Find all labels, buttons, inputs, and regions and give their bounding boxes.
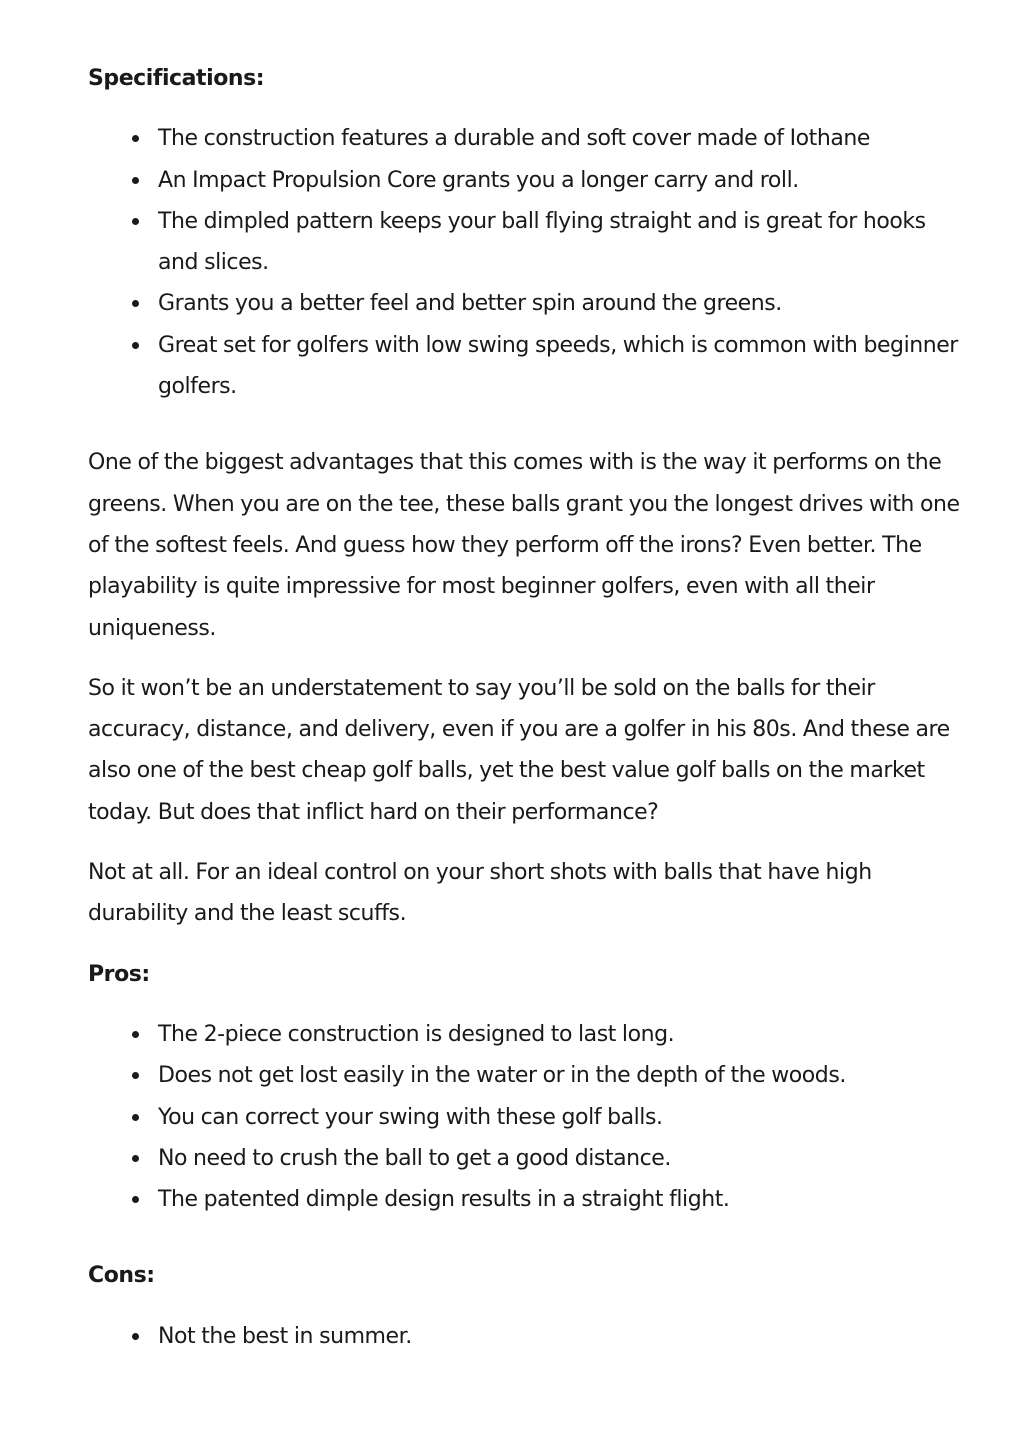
list-item [88,1097,968,1138]
list-item [88,1179,968,1220]
list-item-text: You can correct your swing with these golf balls. [158,1104,663,1130]
specifications-list [88,118,968,407]
list-item-text: Great set for golfers with low swing speeds, which is common with beginner golfers. [158,332,958,400]
list-item-text: No need to crush the ball to get a good distance. [158,1145,671,1171]
article-body [88,58,968,1357]
list-item [88,201,968,284]
list-item-text: Not the best in summer. [158,1323,412,1349]
bullet-icon [132,1333,139,1340]
cons-list [88,1316,968,1357]
bullet-icon [132,218,139,225]
body-paragraph: One of the biggest advantages that this comes with is the way it performs on the greens. When you are on the tee, these balls grant you the longest drives with one of the softest feels. And guess how they perform off the irons? Even better. The playability is quite impressive for most beginner golfers, even with all their uniqueness. [88,450,960,641]
specifications-heading: Specifications: [88,66,265,91]
pros-heading: Pros: [88,961,150,987]
bullet-icon [132,300,139,307]
bullet-icon [132,1031,139,1038]
pros-list [88,1014,968,1220]
body-paragraph: Not at all. For an ideal control on your short shots with balls that have high durability and the least scuffs. [88,860,872,927]
bullet-icon [132,1196,139,1203]
list-item [88,1138,968,1179]
list-item-text: The patented dimple design results in a straight flight. [158,1187,730,1213]
bullet-icon [132,1072,139,1079]
bullet-icon [132,177,139,184]
list-item [88,118,968,159]
list-item-text: The 2-piece construction is designed to last long. [158,1021,675,1047]
list-item [88,325,968,408]
list-item-text: The dimpled pattern keeps your ball flying straight and is great for hooks and slices. [158,208,926,276]
list-item [88,160,968,201]
list-item [88,283,968,324]
list-item [88,1014,968,1055]
body-paragraph: So it won’t be an understatement to say you’ll be sold on the balls for their accuracy, distance, and delivery, even if you are a golfer in his 80s. And these are also one of the best cheap golf balls, yet the best value golf balls on the market today. But does that inflict hard on their performance? [88,675,950,825]
cons-heading: Cons: [88,1263,155,1289]
list-item-text: The construction features a durable and soft cover made of Iothane [158,126,870,152]
bullet-icon [132,342,139,349]
list-item [88,1316,968,1357]
bullet-icon [132,135,139,142]
list-item [88,1055,968,1096]
list-item-text: Does not get lost easily in the water or in the depth of the woods. [158,1063,846,1089]
list-item-text: An Impact Propulsion Core grants you a longer carry and roll. [158,167,799,193]
list-item-text: Grants you a better feel and better spin around the greens. [158,291,782,317]
bullet-icon [132,1114,139,1121]
bullet-icon [132,1155,139,1162]
